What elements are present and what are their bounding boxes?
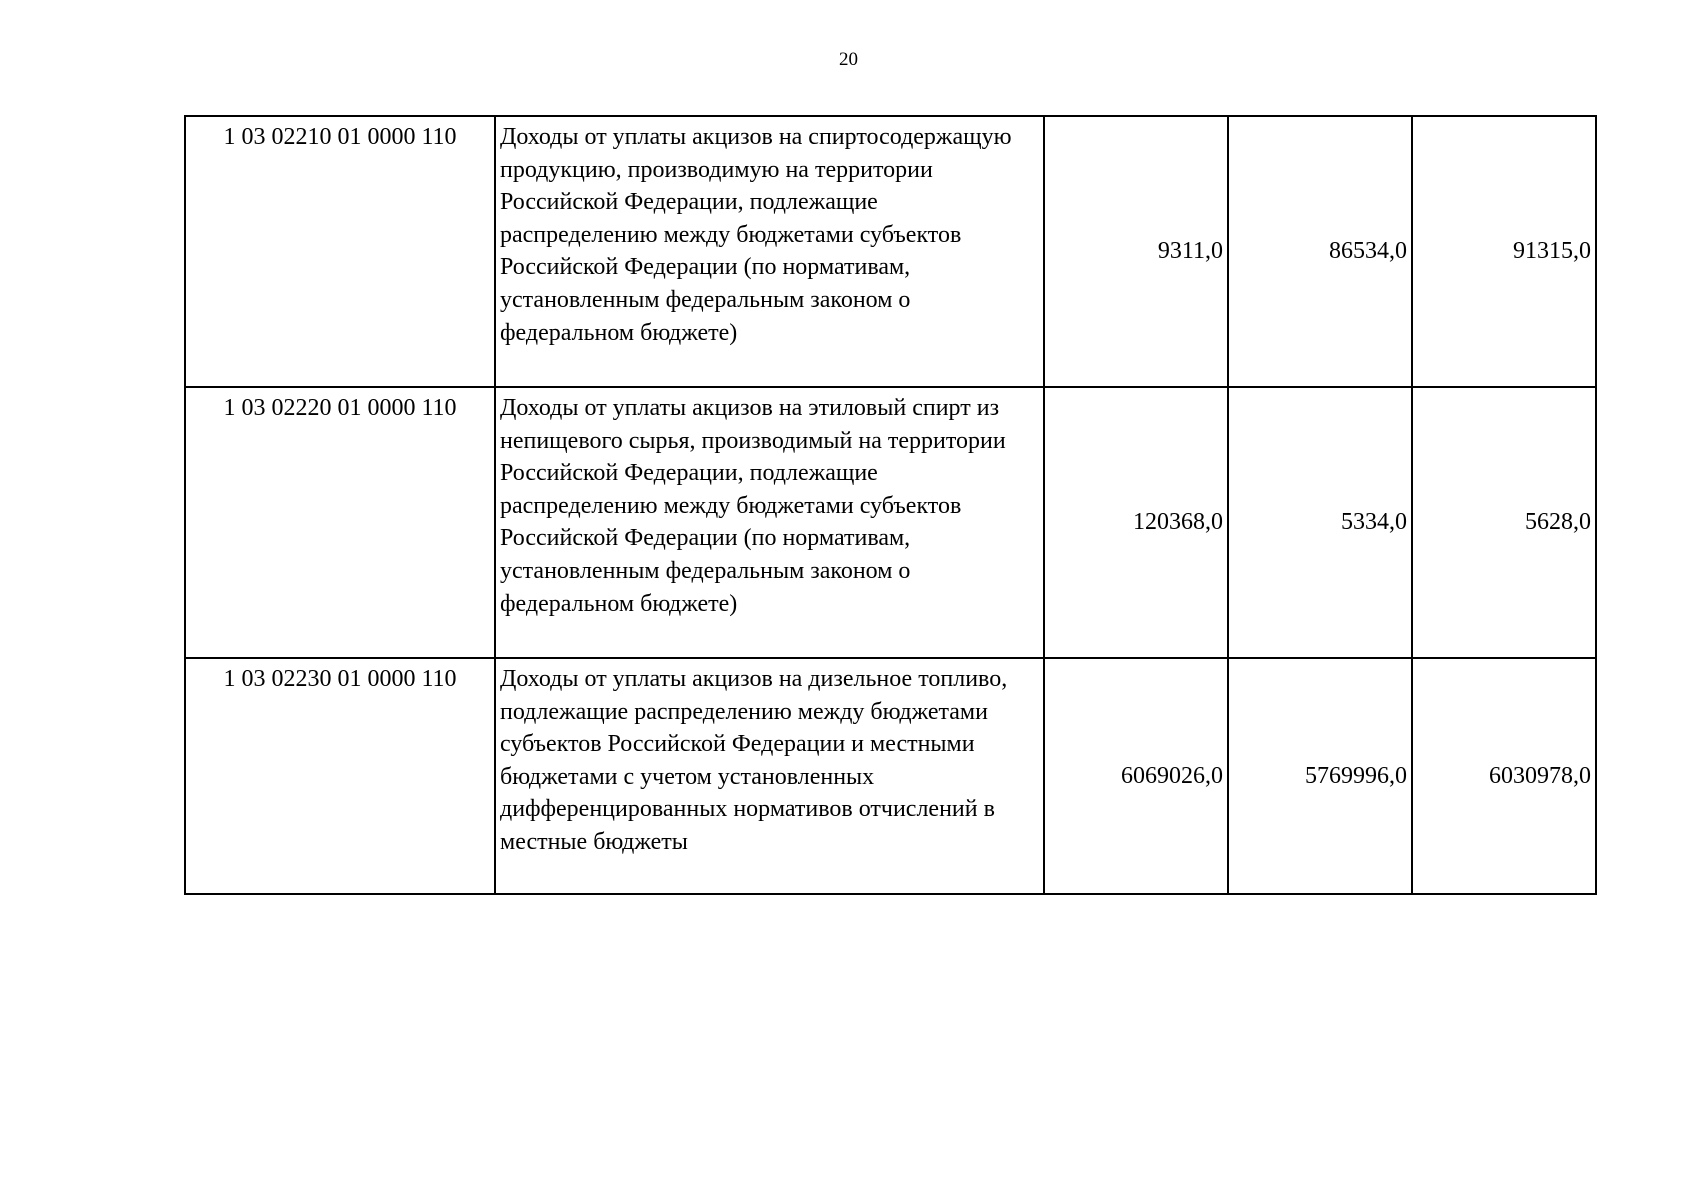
amount-year-1: 6069026,0 — [1044, 658, 1228, 894]
amount-year-1: 9311,0 — [1044, 116, 1228, 387]
amount-year-3: 6030978,0 — [1412, 658, 1596, 894]
page-number: 20 — [839, 49, 858, 70]
revenue-description: Доходы от уплаты акцизов на дизельное топливо, подлежащие распределению между бюджетами субъектов Российской Федерации и местными бюджетами с учетом установленных дифференцированных нормативов отчислений в местные бюджеты — [495, 658, 1044, 894]
revenue-table — [184, 115, 1597, 895]
budget-classification-code: 1 03 02210 01 0000 110 — [185, 116, 495, 387]
amount-year-2: 5769996,0 — [1228, 658, 1412, 894]
budget-classification-code: 1 03 02220 01 0000 110 — [185, 387, 495, 658]
table-row — [185, 387, 1596, 658]
amount-year-1: 120368,0 — [1044, 387, 1228, 658]
amount-year-3: 5628,0 — [1412, 387, 1596, 658]
table-row — [185, 658, 1596, 894]
table-row — [185, 116, 1596, 387]
revenue-description: Доходы от уплаты акцизов на спиртосодержащую продукцию, производимую на территории Российской Федерации, подлежащие распределению между бюджетами субъектов Российской Федерации (по нормативам, установленным федеральным законом о федеральном бюджете) — [495, 116, 1044, 387]
amount-year-2: 5334,0 — [1228, 387, 1412, 658]
amount-year-3: 91315,0 — [1412, 116, 1596, 387]
amount-year-2: 86534,0 — [1228, 116, 1412, 387]
budget-classification-code: 1 03 02230 01 0000 110 — [185, 658, 495, 894]
revenue-description: Доходы от уплаты акцизов на этиловый спирт из непищевого сырья, производимый на территории Российской Федерации, подлежащие распределению между бюджетами субъектов Российской Федерации (по нормативам, установленным федеральным законом о федеральном бюджете) — [495, 387, 1044, 658]
